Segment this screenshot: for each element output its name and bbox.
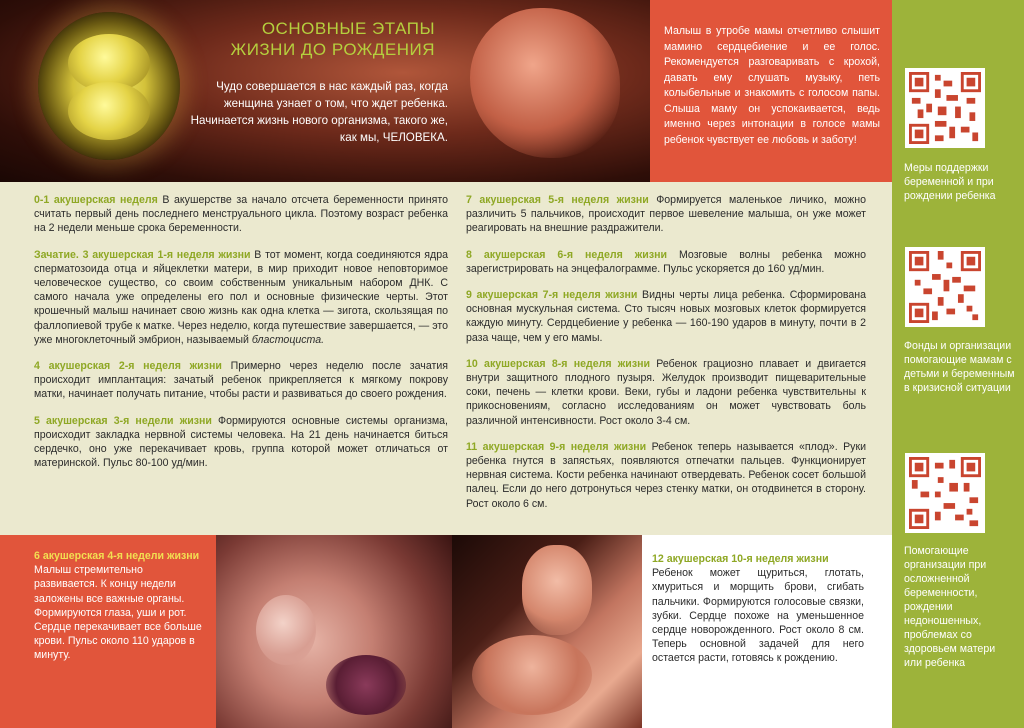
stage-text: Ребенок может щуриться, глотать, хмуриться и морщить брови, сгибать пальчики. Формируются голосовые связки, зубки. Сердце похоже на уменьшенное сердце новорожденного. Рост около 8 см. Теперь основной задачей для него остается расти, готовясь к рождению. [652,567,864,665]
top-note-text: Малыш в утробе мамы отчетливо слышит мамино сердцебиение и ее голос. Рекомендуется разговаривать с крохой, давать ему слушать музыку, петь колыбельные и знакомить с голосом папы. Слыша маму он успокаивается, ведь именно через интонации в голосе мамы ребенок чувствует ее любовь и заботу! [664,25,880,146]
stage-paragraph [34,549,204,663]
hero-banner [0,0,650,182]
leg-shape [472,635,592,715]
qr-sidebar [892,0,1024,728]
embryo-photo [216,535,452,728]
stage-text: Мозговые волны ребенка можно зарегистрировать на энцефалограмме. Пульс ускоряется до 160 уд/мин. [466,248,866,275]
title-line-2: ЖИЗНИ ДО РОЖДЕНИЯ [230,40,435,59]
stage-heading: 4 акушерская 2-я неделя жизни [34,360,222,373]
sidebar-label-support: Меры поддержки беременной и при рождении ребенка [904,162,996,202]
stage-heading: 7 акушерская 5-я неделя жизни [466,194,649,206]
fetus-photo [470,8,620,158]
stage-emphasis: бластоциста. [251,333,325,346]
stage-paragraph [34,359,448,402]
stage-paragraph [652,552,864,666]
yolk-sac-shape [326,655,406,715]
stage-text: Ребенок грациозно плавает и двигается внутри защитного плодного пузыря. Желудок производит пищеварительные соки, печень — клетки крови. Веки, губы и ладони ребенка чувствительны к прикосновениям, согласно исследованиям он может чувствовать боль различной интенсивности. Рост около 3-4 см. [466,357,866,427]
foot-shape [522,545,592,635]
stage-heading: 0-1 акушерская неделя [34,194,158,206]
embryo-cell-image [38,12,180,160]
stage-text: В акушерстве за начало отсчета беременности принято считать первый день последнего менструального цикла. Поэтому возраст ребенка на 2 недели меньше срока беременности. [34,194,449,235]
qr-code-icon [909,251,981,323]
bottom-left-panel [0,535,216,728]
fetus-feet-photo [452,535,642,728]
sidebar-label-funds: Фонды и организации помогающие мамам с детьми и беременным в кризисной ситуации [904,340,1015,394]
stage-heading: 11 акушерская 9-я неделя жизни [466,440,647,453]
page-title [225,18,435,60]
stage-text: Ребенок теперь называется «плод». Руки ребенка гнутся в запястьях, появляются отпечатки пальцев. Функционирует нервная система. Кости ребенка начинают отвердевать. Ребенок сосет большой палец. Если до него дотронуться через стенку матки, он отодвинется в сторону. Рост около 6 см. [466,440,866,510]
stage-heading: 10 акушерская 8-я неделя жизни [466,357,650,370]
bottom-right-panel [642,535,892,728]
qr-code-3[interactable] [905,453,985,533]
stage-text: Видны черты лица ребенка. Сформирована основная мускульная система. Сто тысяч новых мозговых клеток формируется каждую минуту. Сердцебиение у ребенка — 160-190 ударов в минуту, почти в 2 раза чаще, чем у его мамы. [466,289,866,344]
stage-paragraph [34,248,448,347]
stage-paragraph [466,440,866,511]
qr-code-icon [909,72,981,144]
embryo-head-shape [256,595,316,665]
stage-text: Формируются основные системы организма, происходит закладка нервной системы человека. На 21 день начинается биться сердечко, оно уже перекачивает кровь, группа которой может отличаться от материнской. Пульс 80-100 уд/мин. [34,414,448,470]
stage-paragraph [466,357,866,428]
stage-heading: 8 акушерская 6-я неделя жизни [466,248,667,261]
stage-heading: 6 акушерская 4-я недели жизни [34,550,200,562]
stage-text: В тот момент, когда соединяются ядра сперматозоида отца и яйцеклетки матери, в мир приходит новое неповторимое человеческое существо, со своим собственным уникальным набором ДНК. С самого начала уже определены его пол и основные физические черты. Этот крошечный малыш начинает свою жизнь как одна клетка — зигота, скользящая по фаллопиевой трубе к матке. Через неделю, когда путешествие завершается, — это уже многоклеточный эмбрион, называемый [34,248,448,346]
qr-code-icon [909,457,981,529]
stage-paragraph [34,193,448,236]
sidebar-label-help: Помогающие организации при осложненной беременности, рождении недоношенных, проблемах со здоровьем матери или ребенка [904,545,996,669]
intro-text: Чудо совершается в нас каждый раз, когда женщина узнает о том, что ждет ребенка. Начинается жизнь нового организма, такого же, как мы, ЧЕЛОВЕКА. [190,80,448,144]
stage-text: Малыш стремительно развивается. К концу недели заложены все важные органы. Формируются глаза, уши и рот. Сердце перекачивает все больше крови. Пульс около 110 ударов в минуту. [34,564,202,662]
qr-code-2[interactable] [905,247,985,327]
cell-lower-half [68,82,150,140]
stage-heading: Зачатие. 3 акушерская 1-я неделя жизни [34,248,251,261]
stage-paragraph [466,193,866,236]
qr-code-1[interactable] [905,68,985,148]
top-note-panel [650,0,892,182]
stage-paragraph [34,414,448,471]
stage-paragraph [466,248,866,276]
stage-text: Примерно через неделю после зачатия происходит имплантация: зачатый ребенок прикрепляется к мягкому покрову матки, начинает получать питание, чтобы расти и развиваться до своего рождения. [34,360,448,401]
left-column [34,193,448,482]
right-column [466,193,866,523]
stage-paragraph [466,288,866,345]
stage-heading: 12 акушерская 10-я неделя жизни [652,553,829,565]
stage-heading: 9 акушерская 7-я неделя жизни [466,289,638,302]
stage-heading: 5 акушерская 3-я недели жизни [34,414,212,427]
stage-text: Формируется маленькое личико, можно различить 5 пальчиков, происходит первое шевеление малыша, он уже может реагировать на внешние раздражители. [466,194,866,235]
title-line-1: ОСНОВНЫЕ ЭТАПЫ [261,19,435,38]
